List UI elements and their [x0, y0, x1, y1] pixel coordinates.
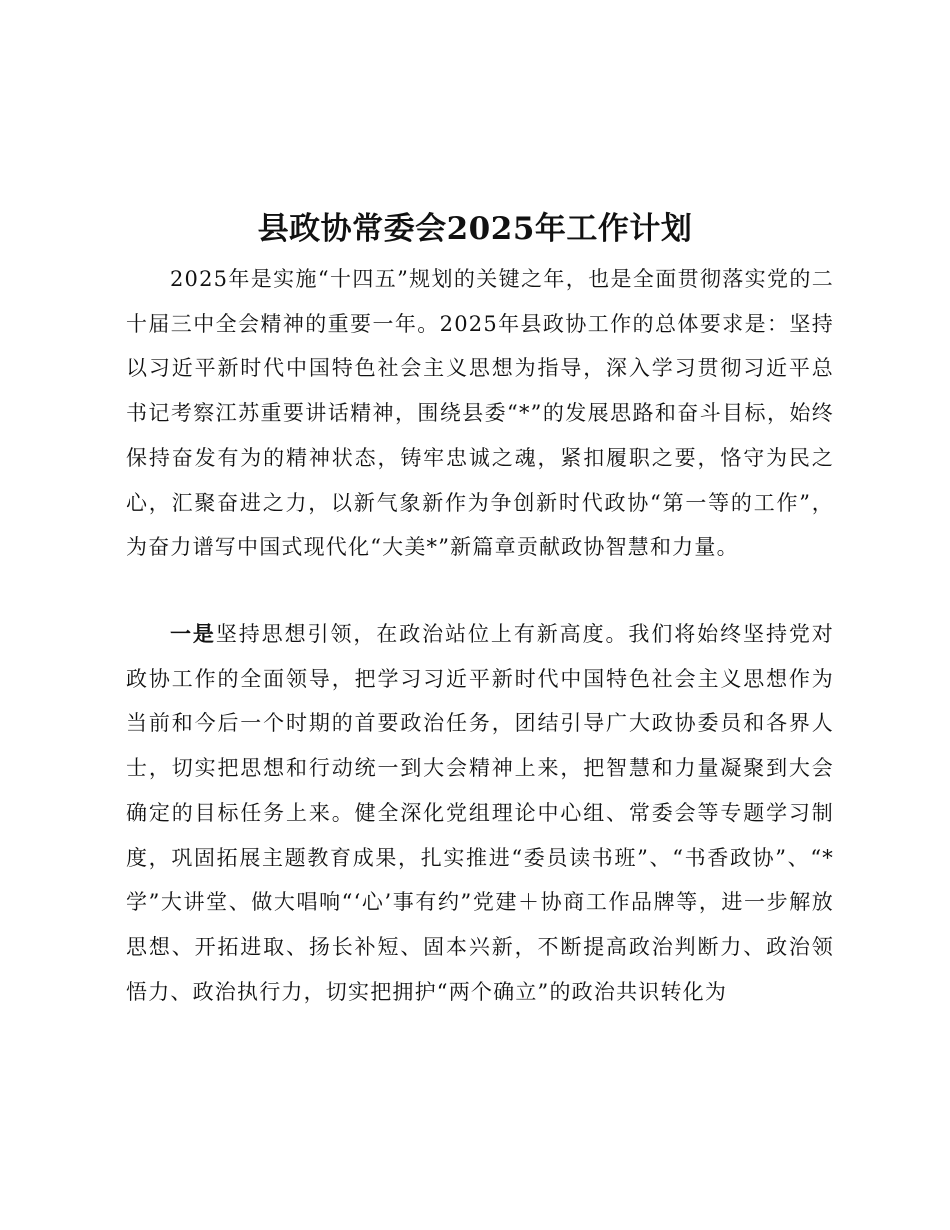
paragraph-intro: 2025年是实施“十四五”规划的关键之年，也是全面贯彻落实党的二十届三中全会精神的重要一年。2025年县政协工作的总体要求是：坚持以习近平新时代中国特色社会主义思想为指导，深入学习贯彻习近平总书记考察江苏重要讲话精神，围绕县委“*”的发展思路和奋斗目标，始终保持奋发有为的精神状态，铸牢忠诚之魂，紧扣履职之要，恪守为民之心，汇聚奋进之力，以新气象新作为争创新时代政协“第一等的工作”，为奋力谱写中国式现代化“大美*”新篇章贡献政协智慧和力量。: [126, 267, 834, 560]
section-one-body: 坚持思想引领，在政治站位上有新高度。我们将始终坚持党对政协工作的全面领导，把学习习近平新时代中国特色社会主义思想作为当前和今后一个时期的首要政治任务，团结引导广大政协委员和各界人士，切实把思想和行动统一到大会精神上来，把智慧和力量凝聚到大会确定的目标任务上来。健全深化党组理论中心组、常委会等专题学习制度，巩固拓展主题教育成果，扎实推进“委员读书班”、“书香政协”、“*学”大讲堂、做大唱响“‘心’事有约”党建＋协商工作品牌等，进一步解放思想、开拓进取、扬长补短、固本兴新，不断提高政治判断力、政治领悟力、政治执行力，切实把拥护“两个确立”的政治共识转化为: [126, 622, 834, 1004]
document-title: 县政协常委会2025年工作计划: [257, 211, 693, 247]
section-one-lead: 一是: [170, 621, 216, 646]
paragraph-section-one: [126, 612, 834, 1014]
